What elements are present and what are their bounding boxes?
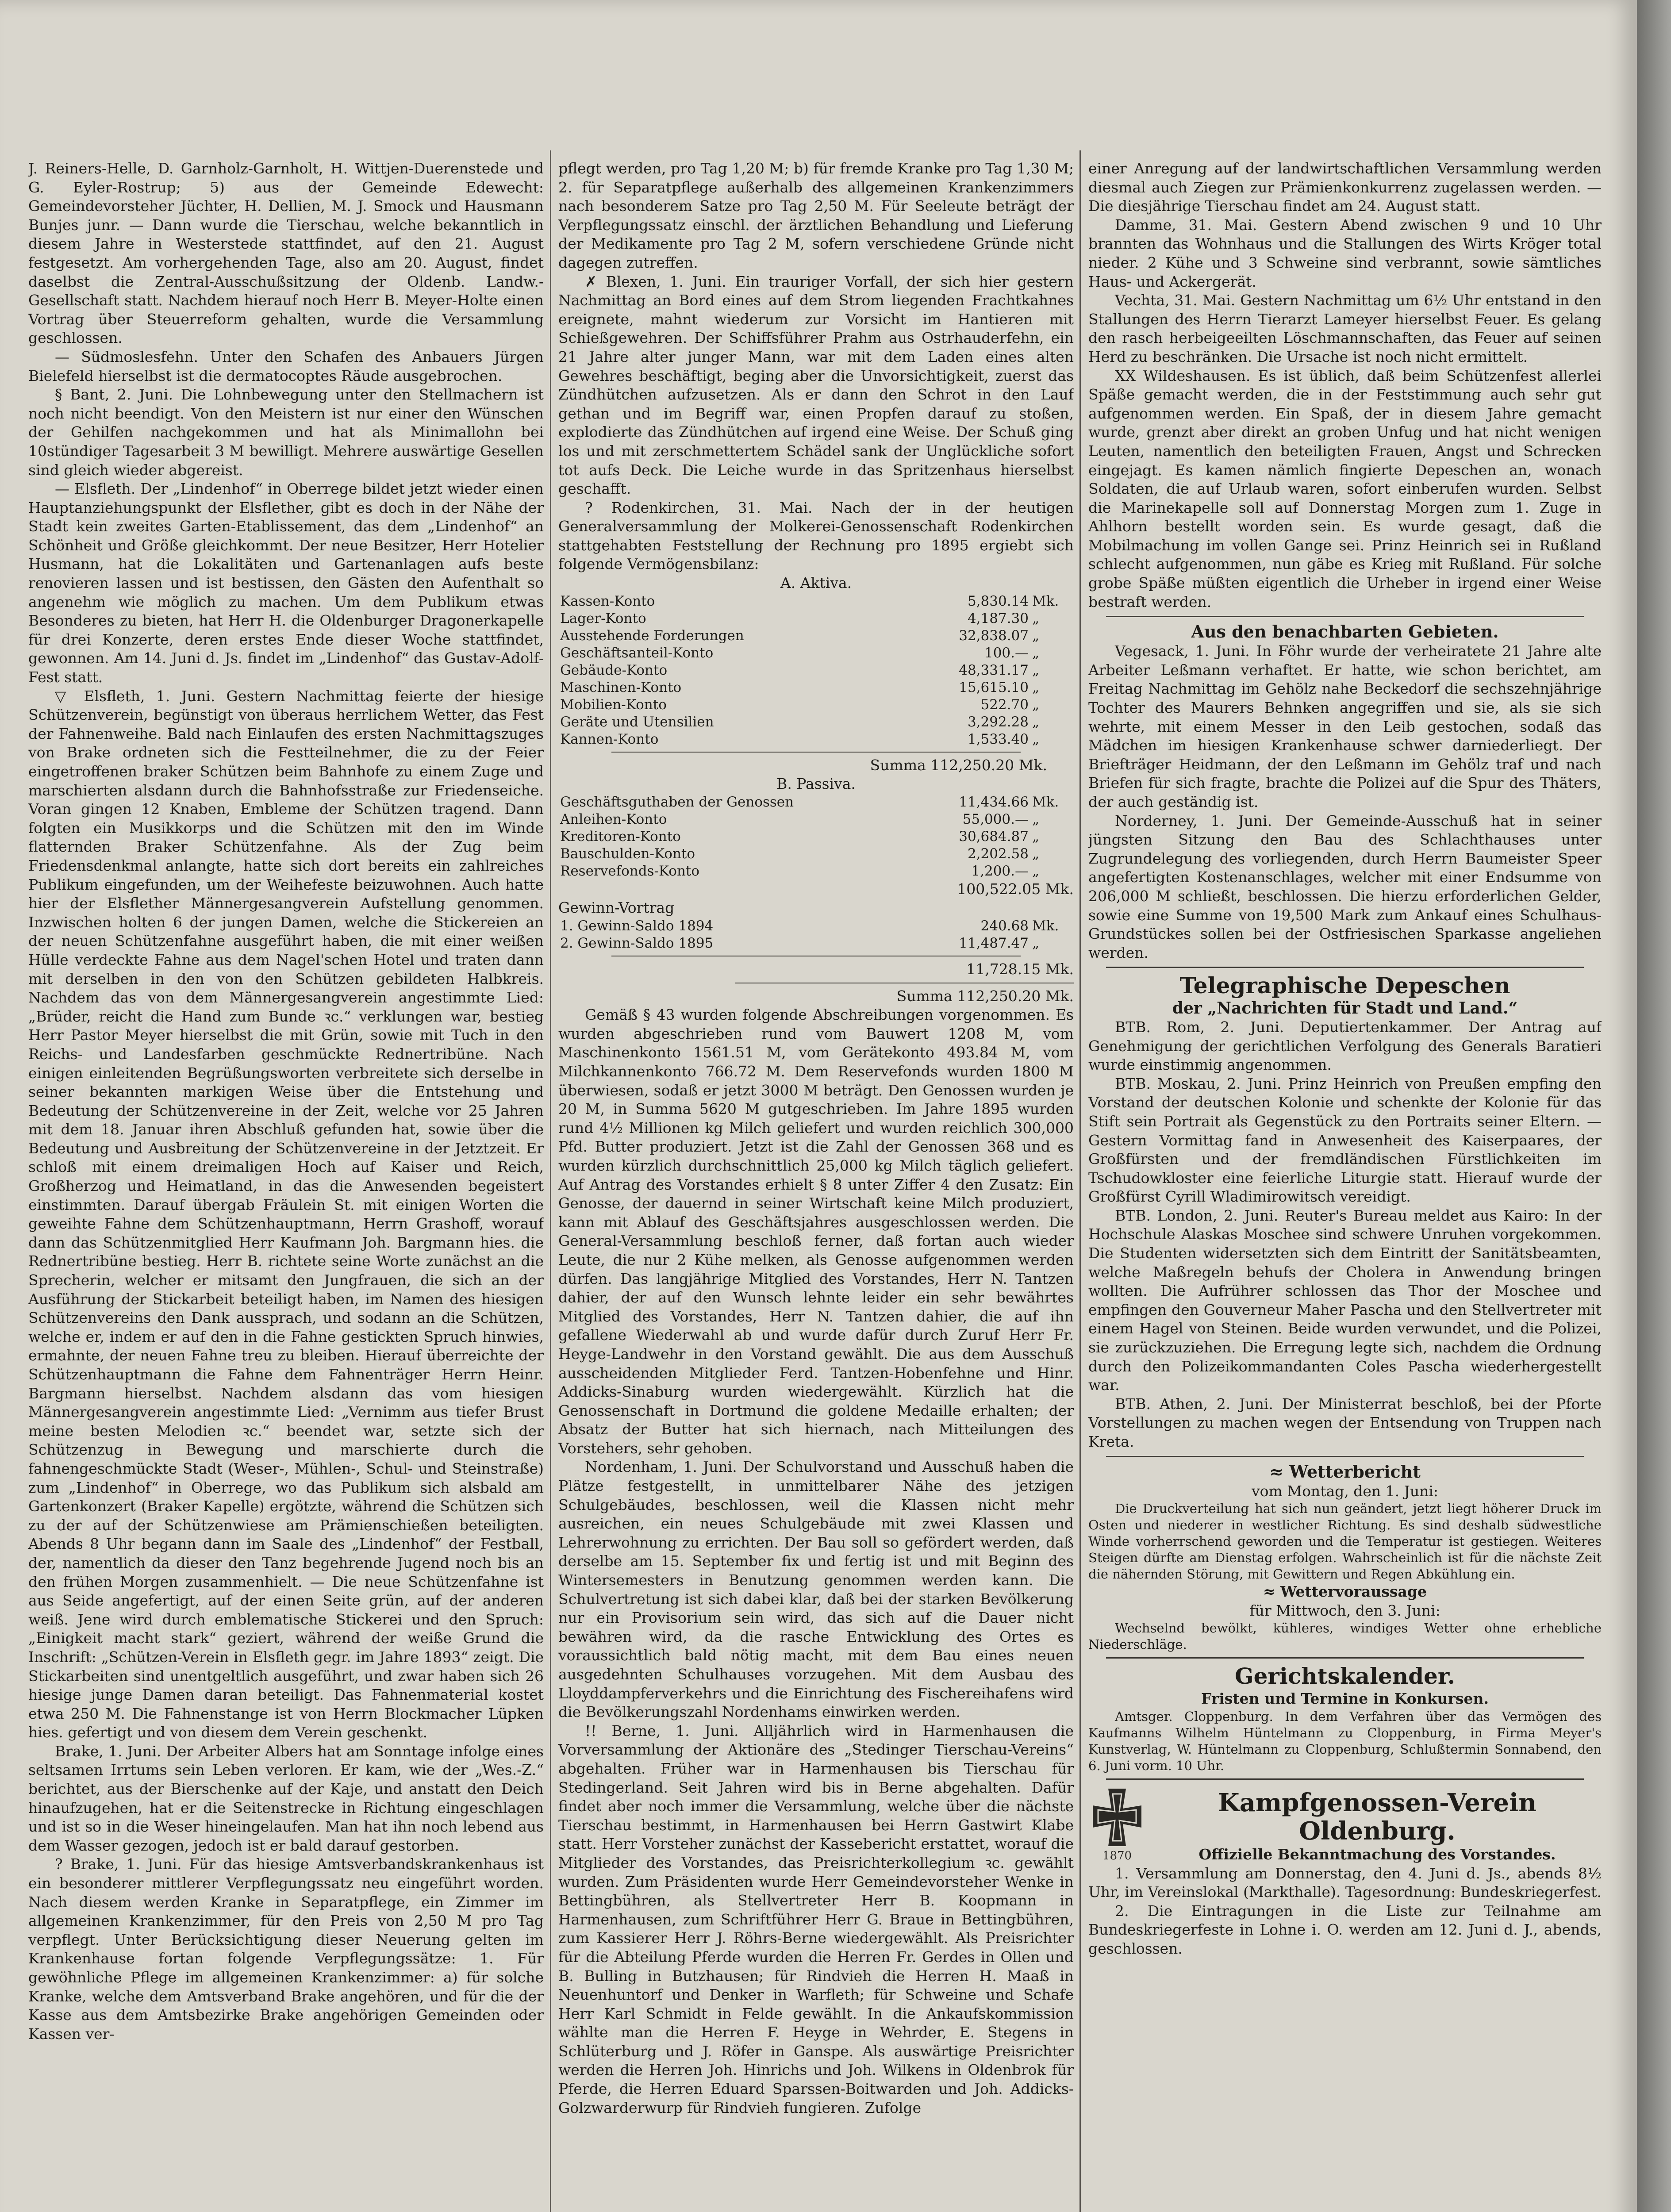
balance-name: Kreditoren-Konto [560,828,681,845]
balance-unit: „ [1032,863,1040,879]
article-paragraph: Vechta, 31. Mai. Gestern Nachmittag um 6½ Uhr entstand in den Stallungen des Herrn Tierarzt Lameyer hierselbst Feuer. Es gelang den rasch herbeigeeilten Löschmannschaften, das Feuer auf seinen Herd zu beschränken. Die Ursache ist noch nicht ermittelt. [1088,292,1602,365]
balance-name: Lager-Konto [560,610,646,626]
balance-row [558,627,1074,645]
article-paragraph: — Elsfleth. Der „Lindenhof“ in Oberrege bildet jetzt wieder einen Hauptanziehungspunkt der Elsflether, gibt es doch in der Nähe der Stadt kein zweites Garten-Etablissement, das dem „Lindenhof“ an Schönheit und Größe gleichkommt. Der neue Besitzer, Herr Hotelier Husmann, hat die Lokalitäten und Gartenanlagen aufs beste renovieren lassen und ist bestissen, den Gästen den Aufenthalt so angenehm wie möglich zu machen. Um dem Publikum etwas Besonderes zu bieten, hat Herr H. die Oldenburger Dragonerkapelle für drei Konzerte, deren erstes Ende dieser Woche stattfindet, gewonnen. Am 14. Juni d. Js. findet im „Lindenhof“ das Gustav-Adolf-Fest statt. [28,480,544,686]
article-paragraph: pflegt werden, pro Tag 1,20 M; b) für fremde Kranke pro Tag 1,30 M; 2. für Separatpflege außerhalb des allgemeinen Krankenzimmers nach besonderem Satze pro Tag 2,50 M. Für Seeleute beträgt der Verpflegungssatz einschl. der ärztlichen Behandlung und Lieferung der Medikamente pro Tag 2 M, sofern verschiedene Gründe nicht dagegen zutreffen. [558,160,1074,271]
balance-aktiva-sum: Summa 112,250.20 Mk. [870,756,1047,774]
column-rule [1079,150,1081,2212]
balance-name: 1. Gewinn-Saldo 1894 [560,918,714,934]
verein-notice [1088,1784,1602,1864]
weather-prog-heading: ≈ Wettervoraussage [1263,1583,1427,1601]
balance-name: Kassen-Konto [560,593,655,609]
page-edge [1637,0,1671,2212]
balance-unit: „ [1032,645,1040,661]
balance-name: Bauschulden-Konto [560,845,695,862]
balance-name: 2. Gewinn-Saldo 1895 [560,935,714,952]
balance-value: 1,200.— [971,863,1029,879]
balance-row [558,828,1074,845]
section-heading-nachbar: Aus den benachbarten Gebieten. [1191,622,1499,642]
balance-row [558,679,1074,696]
balance-name: Maschinen-Konto [560,679,682,695]
balance-unit: „ [1032,714,1040,730]
telegraph-item: BTB. Rom, 2. Juni. Deputiertenkammer. Der Antrag auf Genehmigung der gerichtlichen Verfolgung des Generals Baratieri wurde einstimmig angenommen. [1088,1018,1602,1074]
balance-row [558,714,1074,731]
balance-name: Anleihen-Konto [560,811,667,827]
verein-item: 2. Die Eintragungen in die Liste zur Teilnahme am Bundeskriegerfeste in Lohne i. O. werden am 12. Juni d. J., abends, geschlossen. [1088,1902,1602,1957]
verein-subtitle: Offizielle Bekanntmachung des Vorstandes. [1199,1845,1556,1863]
balance-value: 15,615.10 [959,679,1029,695]
cross-year: 1870 [1102,1849,1132,1863]
balance-passiva-sum: Summa 112,250.20 Mk. [896,987,1074,1005]
balance-unit: Mk. [1032,794,1059,810]
balance-value: 2,202.58 [967,845,1029,862]
article-paragraph: !! Berne, 1. Juni. Alljährlich wird in Harmenhausen die Vorversammlung der Aktionäre des „Stedinger Tierschau-Vereins“ abgehalten. Früher war in Harmenhausen bis Tierschau für Stedingerland. Seit Jahren wird bis in Berne abgehalten. Dafür findet aber noch immer die Versammlung, welche über die nächste Tierschau bestimmt, in Harmenhausen bei Herrn Gastwirt Klabe statt. Herr Vorsteher zunächst der Kassebericht erstattet, worauf die Mitglieder des Vorstandes, das Preisrichterkollegium ꝛc. gewählt wurden. Zum Präsidenten wurde Herr Gemeindevorsteher Wenke in Bettingbühren, als Stellvertreter Herr B. Koopmann in Harmenhausen, zum Schriftführer Herr G. Braue in Bettingbühren, zum Kassierer Herr J. Röhrs-Berne wiedergewählt. Als Preisrichter für die Abteilung Pferde wurden die Herren Fr. Gerdes in Ollen und B. Bulling in Butzhausen; für Rindvieh die Herren H. Maaß in Neuenhuntorf und Denker in Warfleth; für Schweine und Schafe Herr Karl Schmidt in Felde gewählt. In die Ankaufskommission wählte man die Herren F. Heyge in Wehrder, E. Stegens in Schlüterburg und J. Röfer in Ganspe. Als auswärtige Preisrichter werden die Herren Joh. Hinrichs und Joh. Wilkens in Oldenbrok für Pferde, die Herren Eduard Sparssen-Boitwarden und Joh. Addicks-Golzwarderwurp für Rindvieh fungieren. Zufolge [558,1722,1074,2116]
balance-row [558,935,1074,952]
balance-value: 5,830.14 [967,593,1029,609]
section-rule [1106,1778,1584,1780]
weather-prog-subtitle: für Mittwoch, den 3. Juni: [1249,1601,1441,1619]
article-paragraph: Nordenham, 1. Juni. Der Schulvorstand und Ausschuß haben die Plätze festgestellt, in unmittelbarer Nähe des jetzigen Schulgebäudes, beschlossen, weil die Klassen nicht mehr ausreichen, ein neues Schulgebäude mit zwei Klassen und Lehrerwohnung zu errichten. Der Bau soll so gefördert werden, daß derselbe am 15. September fix und fertig ist und mit Beginn des Wintersemesters in Benutzung genommen werden kann. Die Schulvertretung ist sich dabei klar, daß bei der starken Bevölkerung nur ein Provisorium sein wird, das sich auf die Dauer nicht bewähren wird, da die rasche Entwicklung des Ortes es voraussichtlich bald nötig macht, mit dem Bau eines neuen ausgedehnten Schulhauses vorzugehen. Mit dem Ausbau des Lloyddampferverkehrs und die Einrichtung des Fischereihafens wird die Bevölkerungszahl Nordenhams einwirken werden. [558,1458,1074,1721]
balance-unit: „ [1032,731,1040,747]
balance-value: 522.70 [980,696,1029,713]
court-subtitle: Fristen und Termine in Konkursen. [1201,1690,1489,1708]
iron-cross-icon [1088,1784,1146,1864]
balance-value: 1,533.40 [967,731,1029,747]
balance-passiva-title: B. Passiva. [776,775,856,793]
balance-passiva-table [558,794,1074,880]
article-paragraph: Damme, 31. Mai. Gestern Abend zwischen 9 und 10 Uhr brannten das Wohnhaus und die Stallungen des Wirts Kröger total nieder. 2 Kühe und 3 Schweine sind verbrannt, sowie sämtliches Haus- und Ackergerät. [1088,216,1602,290]
article-paragraph: Gemäß § 43 wurden folgende Abschreibungen vorgenommen. Es wurden abgeschrieben rund vom Bauwert 1208 M, vom Maschinenkonto 1561.51 M, vom Gerätekonto 493.84 M, vom Milchkannenkonto 766.72 M. Dem Reservefonds wurden 1800 M überwiesen, sodaß er jetzt 3000 M beträgt. Den Genossen wurden je 20 M, in Summa 5620 M gutgeschrieben. Im Jahre 1895 wurden rund 4½ Millionen kg Milch geliefert und wurden reichlich 300,000 Pfd. Butter produziert. Jetzt ist die Zahl der Genossen 368 und es wurden kürzlich durchschnittlich 25,000 kg Milch täglich geliefert. Auf Antrag des Vorstandes erhielt § 8 unter Ziffer 4 den Zusatz: Ein Genosse, der dauernd in seiner Wirtschaft keine Milch produziert, kann mit Ablauf des Geschäftsjahres ausgeschlossen werden. Die General-Versammlung beschloß ferner, daß fortan auch wieder Leute, die nur 2 Kühe melken, als Genosse aufgenommen werden dürfen. Das langjährige Mitglied des Vorstandes, Herr N. Tantzen dahier, der auf den Wunsch lehnte leider ein sehr bewährtes Mitglied des Vorstandes, Herr N. Tantzen dahier, die auf ihn gefallene Wiederwahl ab und wurde dafür durch Zuruf Herr Fr. Heyge-Landwehr in den Vorstand gewählt. Die aus dem Ausschuß ausscheidenden Mitglieder Ferd. Tantzen-Hobenfehne und Hinr. Addicks-Sinaburg wurden wiedergewählt. Kürzlich hat die Genossenschaft in Dortmund die goldene Medaille erhalten; der Absatz der Butter hat sich hiernach, nach Mitteilungen des Vorstehers, sehr gehoben. [558,1006,1074,1457]
balance-aktiva-title: A. Aktiva. [780,574,852,592]
balance-unit: „ [1032,679,1040,695]
balance-row [558,645,1074,662]
balance-unit: „ [1032,610,1040,626]
section-rule [1106,1657,1584,1659]
article-paragraph: ▽ Elsfleth, 1. Juni. Gestern Nachmittag feierte der hiesige Schützenverein, begünstigt von überaus herrlichem Wetter, das Fest der Fahnenweihe. Bald nach Einlaufen des ersten Nachmittagszuges von Brake ordneten sich die Festteilnehmer, die zu der Feier eingetroffenen braker Schützen beim Bahnhofe zu einem Zuge und marschierten alsdann durch die Bahnhofsstraße zur Friedenseiche. Voran gingen 12 Knaben, Embleme der Schützen tragend. Dann folgten ein Musikkorps und die Schützen mit den im Winde flatternden Braker Schützenfahne. Als der Zug beim Friedensdenkmal anlangte, hatte sich dort bereits ein zahlreiches Publikum eingefunden, um der Weihefeste beizuwohnen. Auch hatte hier der Elsflether Männergesangverein Aufstellung genommen. Inzwischen holten 6 der jungen Damen, welche die Stickereien an der neuen Schützenfahne ausgeführt haben, die mit einer weißen Hülle verdeckte Fahne aus dem Nagel'schen Hotel und traten dann mit derselben in den von den Schützen gebildeten Halbkreis. Nachdem das von dem Männergesangverein angestimmte Lied: „Brüder, reicht die Hand zum Bunde ꝛc.“ verklungen war, bestieg Herr Pastor Meyer hierselbst die mit Grün, sowie mit Tuch in den Reichs- und Landesfarben geschmückte Rednertribüne. Nach einigen einleitenden Begrüßungsworten verbreitete sich derselbe in seiner bekannten markigen Weise über die Entstehung und Bedeutung der Schützenvereine in der Zeit, welche vor 25 Jahren mit dem 18. Januar ihren Abschluß gefunden hat, sowie über die Bedeutung und Ausbreitung der Schützenvereine in der Jetztzeit. Er schloß mit einem dreimaligen Hoch auf Kaiser und Reich, Großherzog und Heimatland, in das die Anwesenden begeistert einstimmten. Darauf übergab Fräulein St. mit einigen Worten die geweihte Fahne dem Schützenhauptmann, Herrn Grashoff, worauf dann das Schützenmitglied Herr Kaufmann Joh. Bargmann hies. die Rednertribüne bestieg. Herr B. richtete seine Worte zunächst an die Sprecherin, welcher er mitsamt den Jungfrauen, die sich an der Ausführung der Stickarbeit beteiligt haben, im Namen des hiesigen Schützenvereins den Dank aussprach, und sodann an die Schützen, welche er, indem er auf den in die Fahne gestickten Spruch hinwies, ermahnte, der neuen Fahne treu zu bleiben. Hierauf überreichte der Schützenhauptmann die Fahne dem Fahnenträger Herrn Heinr. Bargmann hierselbst. Nachdem alsdann das vom hiesigen Männergesangverein angestimmte Lied: „Vernimm aus tiefer Brust meine besten Melodien ꝛc.“ beendet war, setzte sich der Schützenzug in Bewegung und marschierte durch die fahnengeschmückte Stadt (Weser-, Mühlen-, Schul- und Steinstraße) zum „Lindenhof“ in Oberrege, wo das Publikum sich alsbald am Gartenkonzert (Braker Kapelle) ergötzte, während die Schützen sich zu der auf der Schützenwiese am Prämienschießen beteiligten. Abends 8 Uhr begann dann im Saale des „Lindenhof“ der Festball, der, namentlich da dieser den Tanz begehrende Jugend noch bis an den frühen Morgen zusammenhielt. — Die neue Schützenfahne ist aus Seide angefertigt, auf der einen Seite grün, auf der anderen weiß. Jene wird durch emblematische Stickerei und den Spruch: „Einigkeit macht stark“ geziert, während der weiße Grund die Inschrift: „Schützen-Verein in Elsfleth gegr. im Jahre 1893“ zeigt. Die Stickarbeiten sind unentgeltlich ausgeführt, und zwar haben sich 26 hiesige junge Damen daran beteiligt. Das Fahnenmaterial kostet etwa 250 M. Die Fahnenstange ist von Herrn Blockmacher Lüpken hies. gefertigt und von diesem dem Verein geschenkt. [28,687,544,1741]
balance-unit: „ [1032,828,1040,845]
balance-unit: „ [1032,696,1040,713]
weather-prog-text: Wechselnd bewölkt, kühleres, windiges Wetter ohne erhebliche Niederschläge. [1088,1621,1602,1652]
weather-text: Die Druckverteilung hat sich nun geändert, jetzt liegt höherer Druck im Osten und niederer in westlicher Richtung. Es sind deshalb südwestliche Winde vorherrschend geworden und die Temperatur ist gestiegen. Weiteres Steigen dürfte am Dienstag erfolgen. Wahrscheinlich ist für die nächste Zeit die nähernden Störung, mit Gewittern und Regen Abkühlung ein. [1088,1501,1602,1582]
weather-subtitle: vom Montag, den 1. Juni: [1251,1482,1439,1500]
balance-row [558,811,1074,828]
balance-name: Geschäftsguthaben der Genossen [560,794,794,810]
balance-unit: „ [1032,845,1040,862]
article-paragraph: Vegesack, 1. Juni. In Föhr wurde der verheiratete 21 Jahre alte Arbeiter Leßmann verhaftet. Er hatte, wie schon berichtet, am Freitag Nachmittag im Gehölz nahe Beckedorf die sechszehnjährige Tochter des Maurers Behnken angegriffen und sie, als sie sich wehrte, mit einem Messer in den Leib gestochen, sodaß das Mädchen im hiesigen Krankenhause schwer darniederliegt. Der Briefträger Heidmann, der den Leßmann im Gehölz traf und nach Briefen für sich fragte, brachte die Polizei auf die Spur des Thäters, der auch geständig ist. [1088,642,1602,810]
balance-row [558,794,1074,811]
telegraph-item: BTB. London, 2. Juni. Reuter's Bureau meldet aus Kairo: In der Hochschule Alaskas Moschee sind schwere Unruhen vorgekommen. Die Studenten widersetzten sich dem Eintritt der Sanitätsbeamten, welche Maßregeln behufs der Cholera in Anwendung bringen wollten. Die Aufrührer schlossen das Thor der Moschee und empfingen den Gouverneur Maher Pascha und den Stellvertreter mit einem Hagel von Steinen. Beide wurden verwundet, und die Polizei, sie zurückzuziehen. Die Erregung legte sich, nachdem die Ordnung durch den Polizeikommandanten Coles Pascha wiederhergestellt war. [1088,1206,1602,1394]
article-paragraph: — Südmoslesfehn. Unter den Schafen des Anbauers Jürgen Bielefeld hierselbst ist die dermatocoptes Räude ausgebrochen. [28,348,544,384]
telegraph-item: BTB. Athen, 2. Juni. Der Ministerrat beschloß, bei der Pforte Vorstellungen zu machen wegen der Entsendung von Truppen nach Kreta. [1088,1395,1602,1450]
article-paragraph: ? Rodenkirchen, 31. Mai. Nach der in der heutigen Generalversammlung der Molkerei-Genossenschaft Rodenkirchen stattgehabten Feststellung der Rechnung pro 1895 ergiebt sich folgende Vermögensbilanz: [558,499,1074,573]
balance-gewinn-table [558,918,1074,952]
balance-row [558,696,1074,714]
balance-unit: Mk. [1032,918,1059,934]
balance-value: 4,187.30 [967,610,1029,626]
balance-row [558,662,1074,679]
balance-name: Ausstehende Forderungen [560,627,744,644]
balance-name: Mobilien-Konto [560,696,667,713]
weather-heading: ≈ Wetterbericht [1269,1461,1421,1482]
balance-value: 11,487.47 [959,935,1029,952]
balance-passiva-subtotal: 100,522.05 Mk. [957,880,1074,898]
section-heading-telegraph: Telegraphische Depeschen [1179,972,1510,999]
section-rule [1106,616,1584,617]
article-paragraph: einer Anregung auf der landwirtschaftlichen Versammlung werden diesmal auch Ziegen zur Prämienkonkurrenz zugelassen werden. — Die diesjährige Tierschau findet am 24. August statt. [1088,160,1602,215]
balance-aktiva-table [558,593,1074,748]
balance-name: Reservefonds-Konto [560,863,700,879]
balance-name: Geschäftsanteil-Konto [560,645,714,661]
verein-heading: Kampfgenossen-Verein Oldenburg. [1218,1788,1537,1846]
balance-row [558,610,1074,627]
court-text: Amtsger. Cloppenburg. In dem Verfahren über das Vermögen des Kaufmanns Wilhelm Hüntelmann zu Cloppenburg, in Firma Meyer's Kunstverlag, W. Hüntelmann zu Cloppenburg, Schlußtermin Sonnabend, den 6. Juni vorm. 10 Uhr. [1088,1709,1602,1773]
balance-row [558,593,1074,610]
balance-gewinn-title: Gewinn-Vortrag [558,899,675,917]
balance-gewinn-subtotal: 11,728.15 Mk. [966,960,1074,978]
balance-name: Geräte und Utensilien [560,714,714,730]
balance-row [558,845,1074,863]
balance-row [558,863,1074,880]
balance-value: 100.— [984,645,1029,661]
balance-value: 30,684.87 [959,828,1029,845]
column-1 [28,159,544,2212]
balance-value: 3,292.28 [967,714,1029,730]
court-heading: Gerichtskalender. [1234,1663,1456,1690]
article-paragraph: ✗ Blexen, 1. Juni. Ein trauriger Vorfall, der sich hier gestern Nachmittag an Bord eines auf dem Strom liegenden Frachtkahnes ereignete, mahnt wiederum zur Vorsicht im Hantieren mit Schießgewehren. Der Schiffsführer Prahm aus Ostrhauderfehn, ein 21 Jahre alter junger Mann, war mit dem Laden eines alten Gewehres beschäftigt, beging aber die Unvorsichtigkeit, zuerst das Zündhütchen aufzusetzen. Als er dann den Schrot in den Lauf gethan und im Begriff war, einen Propfen darauf zu stoßen, explodierte das Zündhütchen auf irgend eine Weise. Der Schuß ging los und mit zerschmettertem Schädel sank der Unglückliche sofort tot aufs Deck. Die Leiche wurde in das Spritzenhaus hierselbst geschafft. [558,273,1074,498]
sum-rule [611,752,1021,753]
balance-value: 32,838.07 [959,627,1029,644]
article-paragraph: XX Wildeshausen. Es ist üblich, daß beim Schützenfest allerlei Späße gemacht werden, die in der Feststimmung auch sehr gut aufgenommen werden. Ein Spaß, der in diesem Jahre gemacht wurde, grenzt aber direkt an groben Unfug und hat nicht wenigen Leuten, namentlich den beteiligten Frauen, Angst und Schrecken eingejagt. Es kamen nämlich fingierte Depeschen an, wonach Soldaten, die auf Urlaub waren, sofort einberufen wurden. Selbst die Marinekapelle soll auf Donnerstag Morgen zum 1. Zuge in Ahlhorn bestellt worden sein. Es wurde gesagt, daß die Mobilmachung im vollen Gange sei. Prinz Heinrich sei in Rußland schlecht aufgenommen, nun gäbe es Krieg mit Rußland. Für solche grobe Späße müßten eigentlich die Urheber in irgend einer Weise bestraft werden. [1088,367,1602,611]
column-2 [558,159,1074,2212]
balance-unit: „ [1032,935,1040,952]
section-rule [1106,967,1584,968]
balance-value: 48,331.17 [959,662,1029,678]
article-paragraph: J. Reiners-Helle, D. Garnholz-Garnholt, H. Wittjen-Duerenstede und G. Eyler-Rostrup; 5) aus der Gemeinde Edewecht: Gemeindevorsteher Jüchter, H. Dellien, M. J. Smock und Hausmann Bunjes junr. — Dann wurde die Tierschau, welche bekanntlich in diesem Jahre in Westerstede stattfindet, auf den 21. August festgesetzt. Am vorhergehenden Tage, also am 20. August, findet daselbst die Zentral-Ausschußsitzung der Oldenb. Landw.-Gesellschaft statt. Nachdem hierauf noch Herr B. Meyer-Holte einen Vortrag über Steuerreform gehalten, wurde die Versammlung geschlossen. [28,160,544,347]
article-paragraph: Norderney, 1. Juni. Der Gemeinde-Ausschuß hat in seiner jüngsten Sitzung den Bau des Schlachthauses unter Zugrundelegung des vorliegenden, durch Herrn Baumeister Speer angefertigten Kostenanschlages, welcher mit einer Endsumme von 206,000 M schließt, beschlossen. Die hierzu erforderlichen Gelder, sowie eine Summe von 19,500 Mark zum Ankauf eines Schulhaus-Grundstückes sollen bei der Ostfriesischen Sparkasse angeliehen werden. [1088,812,1602,961]
column-rule [550,150,551,2212]
balance-name: Gebäude-Konto [560,662,668,678]
column-3 [1088,159,1602,2212]
balance-unit: „ [1032,627,1040,644]
balance-value: 55,000.— [962,811,1029,827]
balance-unit: „ [1032,811,1040,827]
balance-unit: Mk. [1032,593,1059,609]
telegraph-item: BTB. Moskau, 2. Juni. Prinz Heinrich von Preußen empfing den Vorstand der deutschen Kolonie und schenkte der Kolonie für das Stift sein Portrait als Gegenstück zu den Portraits seiner Eltern. — Gestern Vormittag fand in Anwesenheit des Kaiserpaares, der Großfürsten und der fremdländischen Fürstlichkeiten im Tschudowkloster eine feierliche Liturgie statt. Hierauf wurde der Großfürst Cyrill Wladimirowitsch vereidigt. [1088,1075,1602,1206]
verein-item: 1. Versammlung am Donnerstag, den 4. Juni d. Js., abends 8½ Uhr, im Vereinslokal (Markthalle). Tagesordnung: Bundeskriegerfest. [1088,1864,1602,1901]
article-paragraph: ? Brake, 1. Juni. Für das hiesige Amtsverbandskrankenhaus ist ein besonderer mittlerer Verpflegungssatz neu eingeführt worden. Nach diesem werden Kranke in Separatpflege, ein Zimmer im allgemeinen Krankenzimmer, für den Preis von 2,50 M pro Tag verpflegt. Unter Berücksichtigung dieser Neuerung gelten im Krankenhause fortan folgende Verpflegungssätze: 1. Für gewöhnliche Pflege im allgemeinen Krankenzimmer: a) für solche Kranke, welche dem Amtsverband Brake angehören, und für die der Kasse aus dem Amtsbezirke Brake angehörigen Gemeinden oder Kassen ver- [28,1855,544,2043]
article-paragraph: § Bant, 2. Juni. Die Lohnbewegung unter den Stellmachern ist noch nicht beendigt. Von den Meistern ist nur einer den Wünschen der Gehilfen nachgekommen und hat als Minimallohn bei 10stündiger Tagesarbeit 3 M bewilligt. Mehrere auswärtige Gesellen sind gleich wieder abgereist. [28,386,544,479]
balance-value: 240.68 [980,918,1029,934]
balance-name: Kannen-Konto [560,731,659,747]
section-rule [1106,1456,1584,1457]
telegraph-subtitle: der „Nachrichten für Stadt und Land.“ [1172,999,1518,1018]
balance-row [558,731,1074,748]
balance-row [558,918,1074,935]
balance-unit: „ [1032,662,1040,678]
balance-sheet [558,574,1074,1006]
article-paragraph: Brake, 1. Juni. Der Arbeiter Albers hat am Sonntage infolge eines seltsamen Irrtums sein Leben verloren. Er kam, wie der „Wes.-Z.“ berichtet, aus der Bierschenke auf der Kaje, und anstatt den Deich hinaufzugehen, hat er die Seitenstrecke in Richtung eingeschlagen und ist so in die Weser hineingelaufen. Man hat ihn noch lebend aus dem Wasser gezogen, jedoch ist er bald darauf gestorben. [28,1742,544,1854]
balance-value: 11,434.66 [959,794,1029,810]
